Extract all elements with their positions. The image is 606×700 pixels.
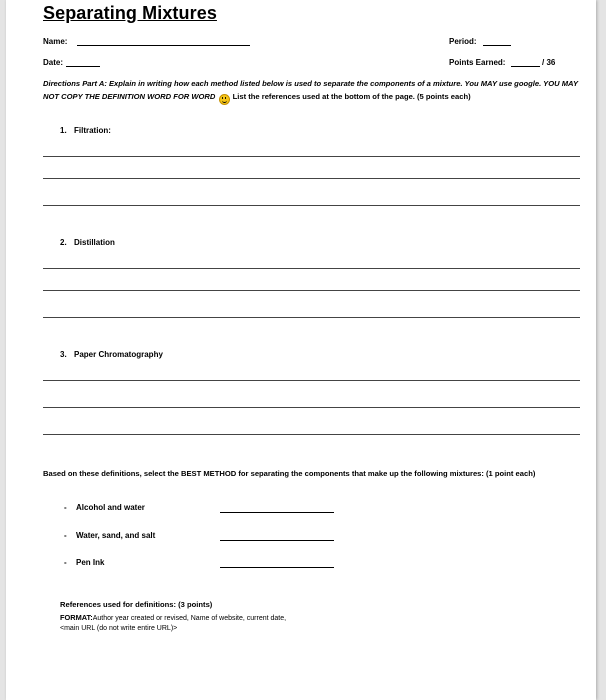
mixture-1-bullet: - [64,503,67,512]
references-format [60,613,286,622]
mixture-3-answer[interactable] [220,567,334,568]
answer-line[interactable] [43,380,580,381]
answer-line[interactable] [43,268,580,269]
method-2-label: Distillation [74,238,115,247]
directions-text [43,77,578,105]
answer-line[interactable] [43,317,580,318]
mixture-1-answer[interactable] [220,512,334,513]
method-2-number: 2. [60,238,67,247]
method-3-number: 3. [60,350,67,359]
mixture-2-answer[interactable] [220,540,334,541]
directions-part-label: Directions Part A: [43,79,107,88]
points-earned-label: Points Earned: [449,58,506,67]
method-1-number: 1. [60,126,67,135]
part-b-instructions: Based on these definitions, select the BEST METHOD for separating the components that make up the following mixtures: (1 point each) [43,469,536,478]
mixture-3-label: Pen Ink [76,558,105,567]
mixture-2-bullet: - [64,531,67,540]
name-label: Name: [43,37,68,46]
points-total: / 36 [542,58,556,67]
references-format-url-note: <main URL (do not write entire URL)> [60,625,178,632]
references-format-text: Author year created or revised, Name of website, current date, [92,615,287,622]
answer-line[interactable] [43,407,580,408]
directions-body: Explain in writing how each method listed below is used to separate the components of a mixture. You MAY use google. YOU MAY NOT COPY THE DEFINITION WORD FOR WORD [43,79,578,101]
points-earned-field[interactable] [511,66,540,67]
date-label: Date: [43,58,64,67]
page-title: Separating Mixtures [43,3,217,23]
answer-line[interactable] [43,156,580,157]
mixture-3-bullet: - [64,558,67,567]
references-format-label: FORMAT: [60,613,93,622]
smiley-emoji-icon [219,94,230,105]
references-heading: References used for definitions: (3 points) [60,600,213,609]
date-field[interactable] [66,66,100,67]
answer-line[interactable] [43,205,580,206]
answer-line[interactable] [43,434,580,435]
name-field[interactable] [77,45,250,46]
period-label: Period: [449,37,477,46]
mixture-1-label: Alcohol and water [76,503,145,512]
mixture-2-label: Water, sand, and salt [76,531,156,540]
period-field[interactable] [483,45,511,46]
answer-line[interactable] [43,178,580,179]
method-3-label: Paper Chromatography [74,350,163,359]
method-1-label: Filtration: [74,126,111,135]
answer-line[interactable] [43,290,580,291]
worksheet-page [6,0,596,700]
directions-references-note: List the references used at the bottom of the page. (5 points each) [230,92,471,101]
